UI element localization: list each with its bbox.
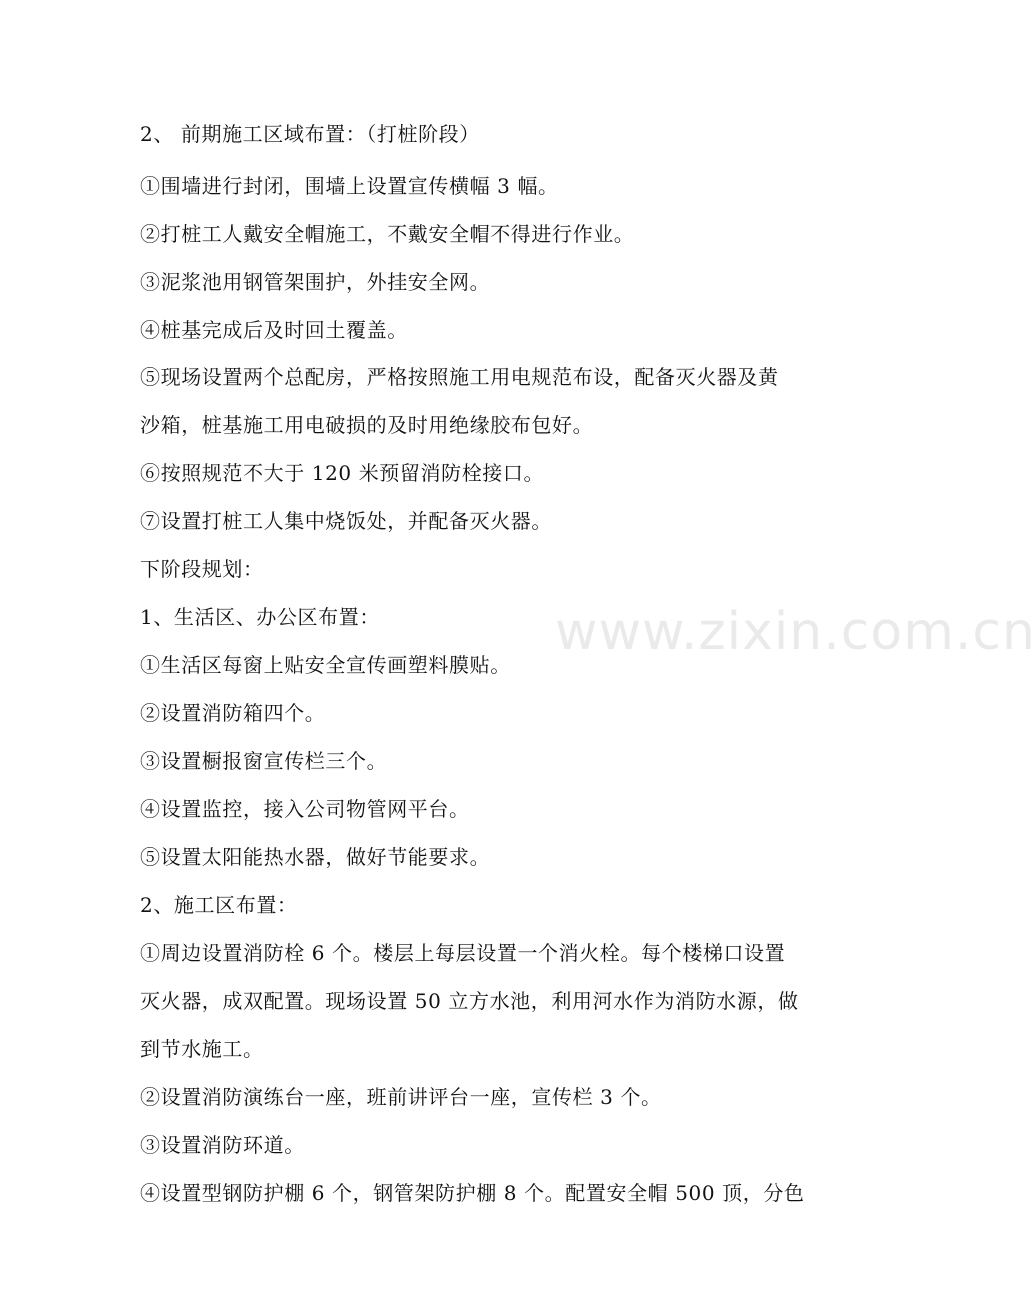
text-line: ⑥按照规范不大于 120 米预留消防栓接口。 <box>140 461 545 485</box>
text-line: ⑤现场设置两个总配房，严格按照施工用电规范布设，配备灭火器及黄 <box>140 365 779 389</box>
subsection-heading-construction-area: 2、施工区布置： <box>140 893 298 917</box>
text-line: 到节水施工。 <box>140 1037 264 1061</box>
text-line: ①周边设置消防栓 6 个。楼层上每层设置一个消火栓。每个楼梯口设置 <box>140 941 786 965</box>
text-line: ④桩基完成后及时回土覆盖。 <box>140 318 408 342</box>
text-line: ⑤设置太阳能热水器，做好节能要求。 <box>140 845 491 869</box>
text-line: ②设置消防演练台一座，班前讲评台一座，宣传栏 3 个。 <box>140 1085 662 1109</box>
text-line: ①围墙进行封闭，围墙上设置宣传横幅 3 幅。 <box>140 174 559 198</box>
watermark: www.zixin.com.cn <box>555 602 1036 662</box>
text-line: ④设置监控，接入公司物管网平台。 <box>140 797 470 821</box>
text-line: ⑦设置打桩工人集中烧饭处，并配备灭火器。 <box>140 509 552 533</box>
text-line: ①生活区每窗上贴安全宣传画塑料膜贴。 <box>140 653 511 677</box>
text-line: ④设置型钢防护棚 6 个，钢管架防护棚 8 个。配置安全帽 500 顶，分色 <box>140 1181 805 1205</box>
text-line: 灭火器，成双配置。现场设置 50 立方水池，利用河水作为消防水源，做 <box>140 989 799 1013</box>
text-line: ③泥浆池用钢管架围护，外挂安全网。 <box>140 270 491 294</box>
text-line: 沙箱，桩基施工用电破损的及时用绝缘胶布包好。 <box>140 413 594 437</box>
subsection-heading-living-office: 1、生活区、办公区布置： <box>140 605 380 629</box>
text-line: ②打桩工人戴安全帽施工，不戴安全帽不得进行作业。 <box>140 222 635 246</box>
text-line: ③设置橱报窗宣传栏三个。 <box>140 749 388 773</box>
text-line: ③设置消防环道。 <box>140 1133 305 1157</box>
section-heading-next-phase: 下阶段规划： <box>140 557 264 581</box>
section-heading-early-construction: 2、 前期施工区域布置：（打桩阶段） <box>140 122 480 146</box>
text-line: ②设置消防箱四个。 <box>140 701 326 725</box>
